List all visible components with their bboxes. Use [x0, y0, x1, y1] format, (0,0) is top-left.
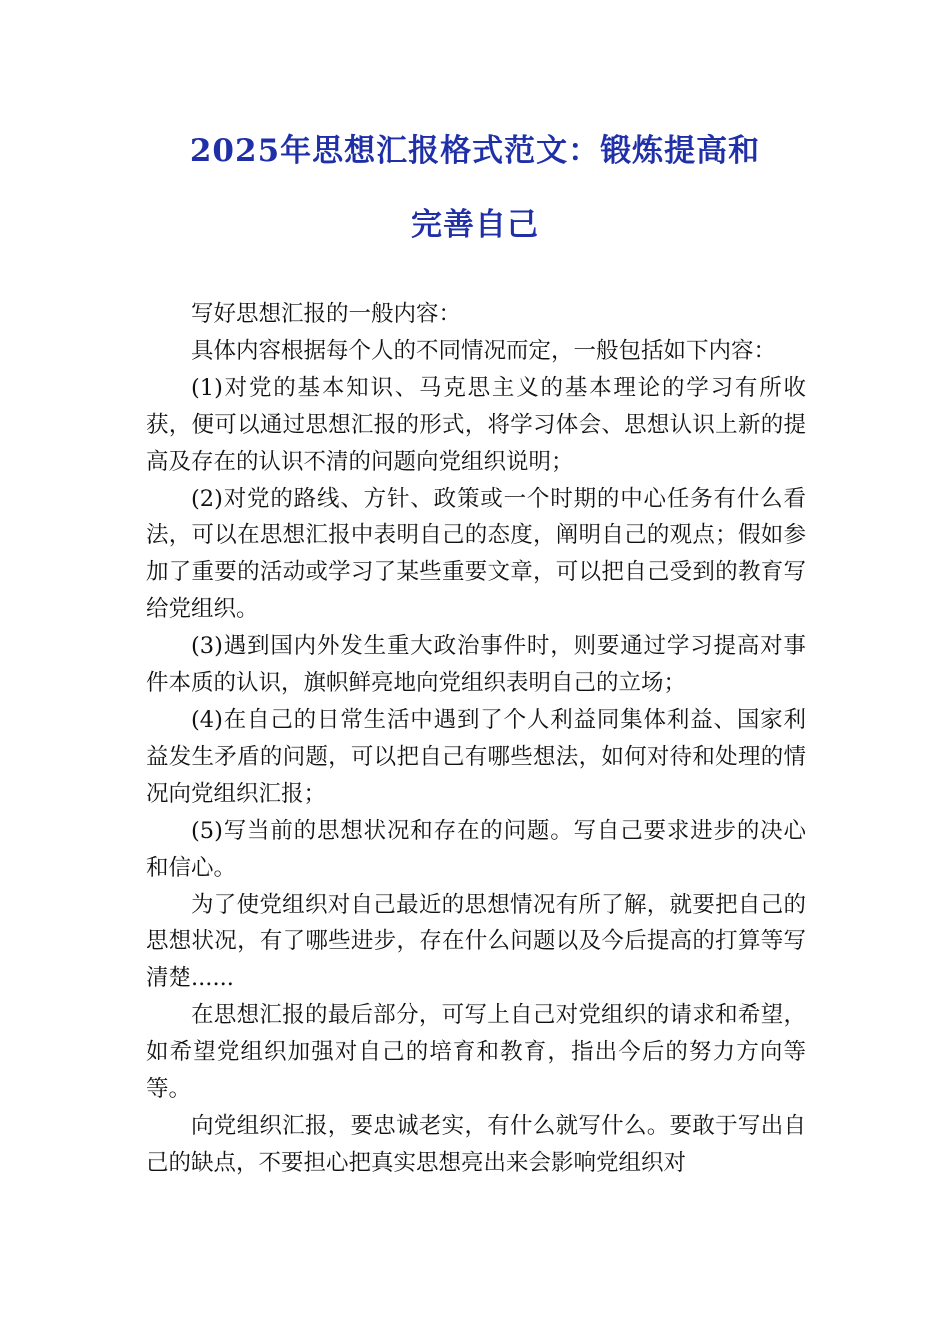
document-title-line-1: 2025年思想汇报格式范文：锻炼提高和 [189, 133, 761, 169]
paragraph: (3)遇到国内外发生重大政治事件时，则要通过学习提高对事件本质的认识，旗帜鲜亮地向党组织表明自己的立场； [146, 633, 806, 697]
paragraph: 向党组织汇报，要忠诚老实，有什么就写什么。要敢于写出自己的缺点，不要担心把真实思想亮出来会影响党组织对 [146, 1112, 806, 1176]
paragraph: 为了使党组织对自己最近的思想情况有所了解，就要把自己的思想状况，有了哪些进步，存在什么问题以及今后提高的打算等写清楚...... [146, 891, 806, 992]
paragraph: (2)对党的路线、方针、政策或一个时期的中心任务有什么看法，可以在思想汇报中表明自己的态度，阐明自己的观点；假如参加了重要的活动或学习了某些重要文章，可以把自己受到的教育写给党组织。 [146, 485, 806, 623]
paragraph: (5)写当前的思想状况和存在的问题。写自己要求进步的决心和信心。 [146, 817, 806, 881]
paragraph: 具体内容根据每个人的不同情况而定，一般包括如下内容： [191, 337, 777, 364]
paragraph: (1)对党的基本知识、马克思主义的基本理论的学习有所收获，便可以通过思想汇报的形式，将学习体会、思想认识上新的提高及存在的认识不清的问题向党组织说明； [146, 374, 806, 475]
paragraph: 在思想汇报的最后部分，可写上自己对党组织的请求和希望，如希望党组织加强对自己的培育和教育，指出今后的努力方向等等。 [146, 1002, 806, 1103]
document-title-line-2: 完善自己 [411, 207, 539, 243]
paragraph: (4)在自己的日常生活中遇到了个人利益同集体利益、国家利益发生矛盾的问题，可以把自己有哪些想法，如何对待和处理的情况向党组织汇报； [146, 706, 806, 807]
paragraph: 写好思想汇报的一般内容： [191, 301, 462, 327]
document-body [146, 296, 806, 1182]
